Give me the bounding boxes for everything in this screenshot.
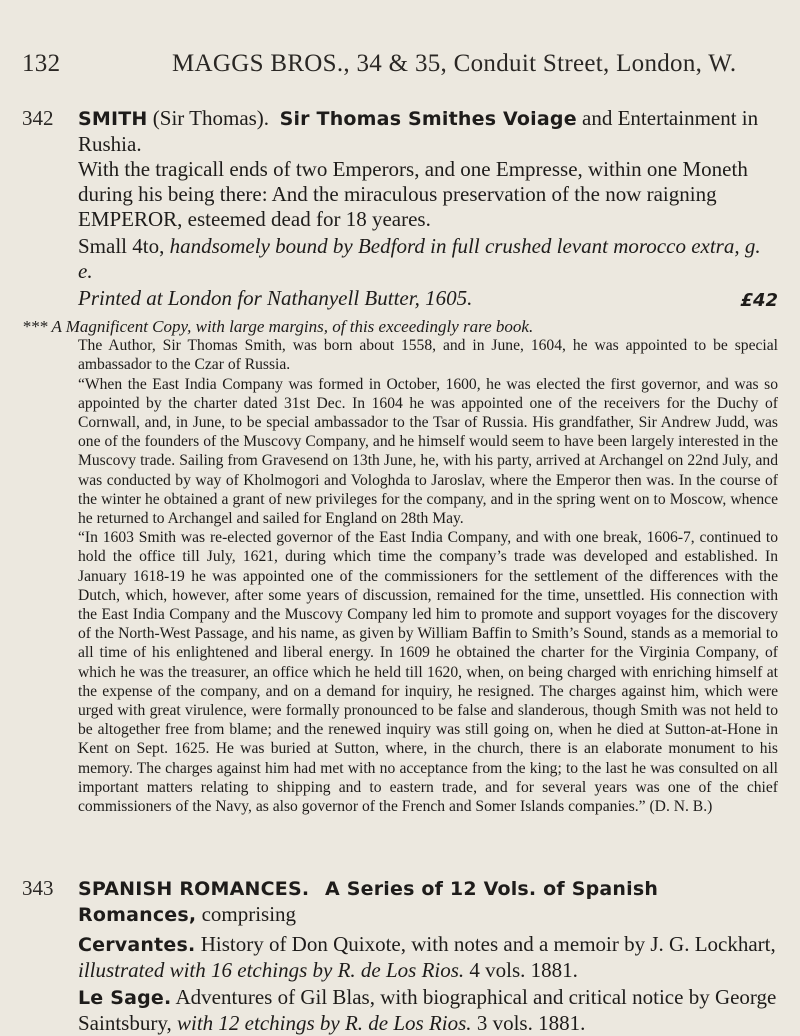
entry-format — [78, 234, 778, 284]
item-volumes: 4 vols. 1881. — [464, 958, 578, 982]
entry-title-rest: and Entertainment in Rushia. — [78, 106, 759, 156]
entry-subtitle: With the tragicall ends of two Emperors, and one Empresse, within one Moneth during his being there: And the miraculous preservation of the now raigning EMPEROR, esteemed dead for 18 yeares. — [78, 157, 748, 231]
series-item — [78, 985, 778, 1036]
page-number: 132 — [22, 50, 61, 77]
item-author: Le Sage. — [78, 987, 172, 1009]
lot-number: 343 — [22, 876, 54, 900]
entry-author-rest: (Sir Thomas). — [147, 106, 270, 130]
series-item — [78, 932, 778, 983]
running-head — [22, 50, 780, 78]
description-paragraph: The Author, Sir Thomas Smith, was born about 1558, and in June, 1604, he was appointed to be special ambassador to the Czar of Russia. — [78, 337, 778, 374]
entry-title-bold: Sir Thomas Smithes Voiage — [279, 108, 577, 130]
entry-heading — [78, 106, 778, 157]
item-text: History of Don Quixote, with notes and a memoir by J. G. Lockhart, — [195, 932, 776, 956]
format-size: Small 4to, — [78, 234, 170, 258]
entry-heading — [78, 876, 778, 928]
description-paragraph: “In 1603 Smith was re-elected governor of the East India Company, and with one break, 1606-7, continued to hold the office till July, 1621, during which time the company’s trade was developed and established. In January 1618-19 he was appointed one of the commissioners for the settlement of the differences with the Dutch, which, however, after some years of discussion, remained for the time, unsettled. His connection with the East India Company and the Muscovy Company led him to promote and support voyages for the discovery of the North-West Passage, and his name, as given by William Baffin to Smith’s Sound, stands as a memorial to all time of his enlightened and liberal energy. In 1609 he obtained the charter for the Virginia Company, of which he was the treasurer, an office which he held till 1620, when, on being charged with enriching himself at the expense of the company, and on a demand for inquiry, he resigned. The charges against him, which were urged with great virulence, were formally pronounced to be false and slanderous, though Smith was not held to be altogether free from blame; and the renewed inquiry was still going on, when he died at Sutton-at-Hone in Kent on Sept. 1625. He was buried at Sutton, where, in the church, there is an elaborate monument to his memory. The charges against him had met with no acceptance from the king; to the last he was consulted on all important matters relating to shipping and to eastern trade, and for several years was one of the chief commissioners of the Navy, as also governor of the French and Somer Islands companies.” (D. N. B.) — [78, 529, 778, 816]
item-volumes: 3 vols. 1881. — [471, 1011, 586, 1035]
description-paragraph: “When the East India Company was formed in October, 1600, he was elected the first governor, and was so appointed by the charter dated 31st Dec. In 1604 he was appointed one of the receivers for the Duchy of Cornwall, and, in June, to be special ambassador to the Tsar of Russia. His grandfather, Sir Andrew Judd, was one of the founders of the Muscovy Company, and he himself would seem to have been largely interested in the Muscovy trade. Sailing from Gravesend on 13th June, he, with his party, arrived at Archangel on 22nd July, and was conducted by way of Kholmogori and Vologhda to Jaroslav, where the Emperor then was. In the course of the winter he obtained a grant of new privileges for the company, and in the spring went on to Moscow, whence he returned to Archangel and sailed for England on 28th May. — [78, 375, 778, 528]
entry-imprint — [78, 286, 778, 311]
item-illustrations: illustrated with 16 etchings by R. de Los Rios. — [78, 958, 465, 982]
lot-number: 342 — [22, 106, 54, 130]
item-author: Cervantes. — [78, 934, 196, 956]
price-label: £42 — [740, 290, 778, 311]
entry-author: SPANISH ROMANCES. — [78, 878, 310, 900]
entry-title-bold: A Series of 12 Vols. of Spanish Romances, — [78, 878, 659, 926]
entry-author: SMITH — [78, 108, 148, 130]
item-text: Adventures of Gil Blas, with biographical and critical notice by George Saintsbury, — [78, 985, 777, 1035]
running-title: MAGGS BROS., 34 & 35, Conduit Street, London, W. — [172, 50, 737, 77]
item-illustrations: with 12 etchings by R. de Los Rios. — [176, 1011, 472, 1035]
catalogue-entry-343 — [22, 876, 778, 1036]
entry-title-rest: comprising — [196, 902, 297, 926]
imprint-text: Printed at London for Nathanyell Butter, 1605. — [78, 286, 473, 310]
catalogue-entry-342 — [22, 106, 778, 816]
highlight-note: *** A Magnificent Copy, with large margins, of this exceedingly rare book. — [22, 317, 534, 336]
binding-description: handsomely bound by Bedford in full crushed levant morocco extra, g. e. — [78, 234, 761, 283]
